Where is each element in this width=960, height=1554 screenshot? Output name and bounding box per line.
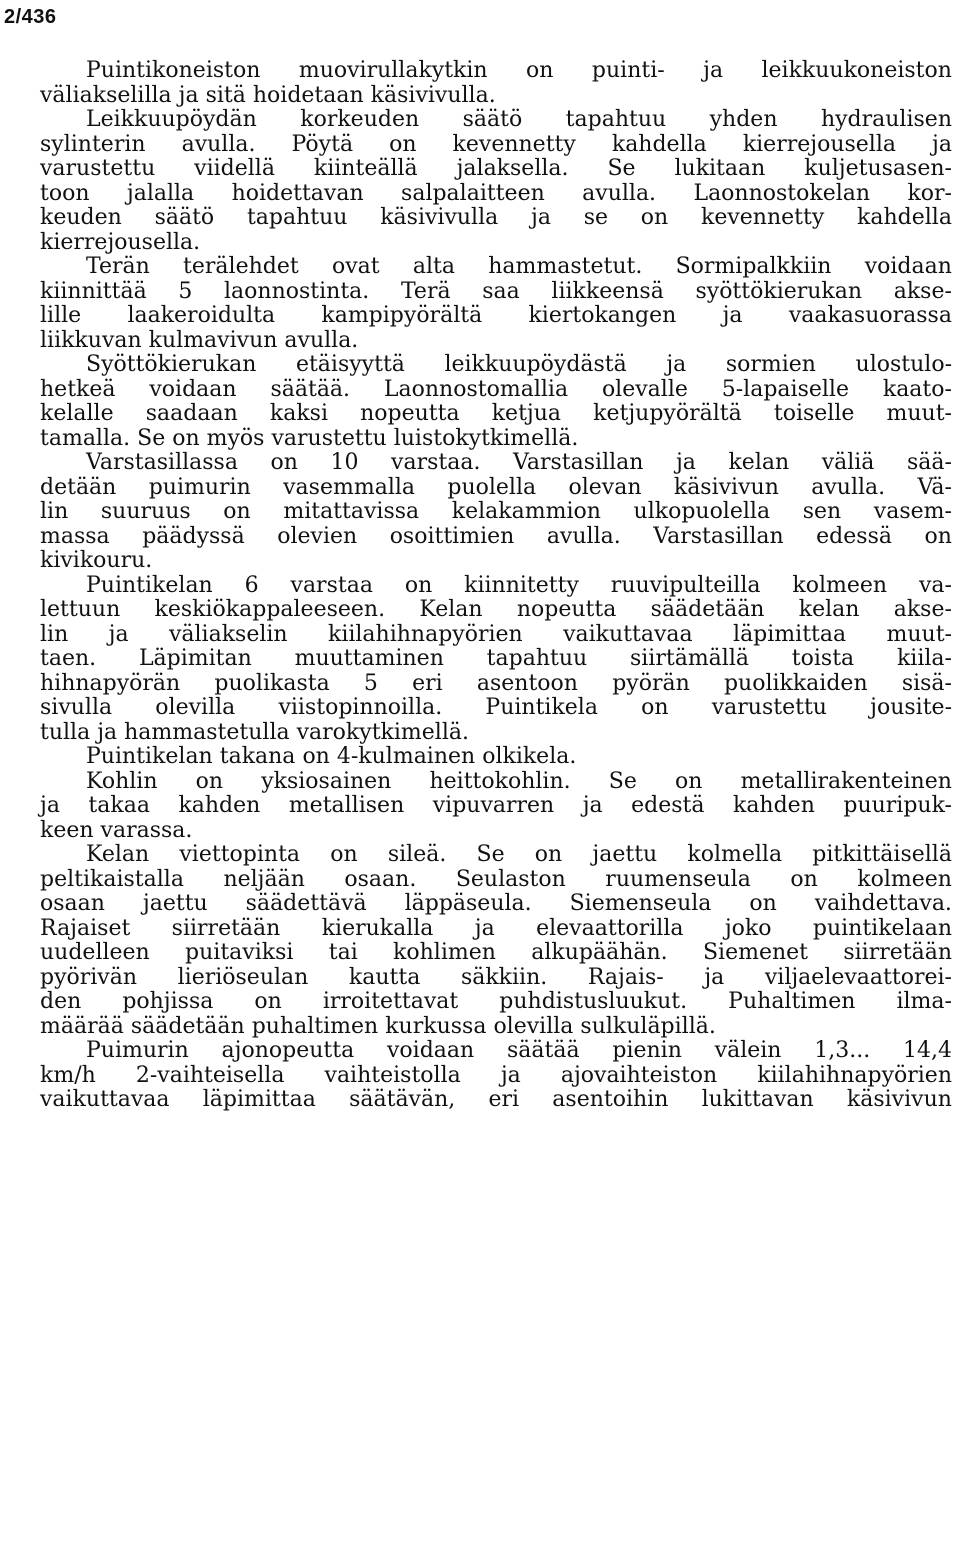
text-line: Puintikelan 6 varstaa on kiinnitetty ruuvipulteilla kolmeen va- [86, 572, 952, 598]
text-line: hetkeä voidaan säätää. Laonnostomallia olevalle 5-lapaiselle kaato- [40, 376, 952, 402]
text-line: Leikkuupöydän korkeuden säätö tapahtuu yhden hydraulisen [86, 107, 952, 132]
text-line: Puintikoneiston muovirullakytkin on puinti- ja leikkuukoneiston [86, 58, 952, 83]
text-line: sylinterin avulla. Pöytä on kevennetty kahdella kierrejousella ja [40, 131, 952, 157]
text-line: detään puimurin vasemmalla puolella olevan käsivivun avulla. Vä- [40, 474, 952, 500]
text-line: Puintikelan takana on 4-kulmainen olkikela. [86, 744, 577, 769]
text-line: den pohjissa on irroitettavat puhdistusluukut. Puhaltimen ilma- [40, 989, 952, 1014]
text-line: peltikaistalla neljään osaan. Seulaston ruumenseula on kolmeen [40, 866, 952, 892]
text-line: Kelan viettopinta on sileä. Se on jaettu kolmella pitkittäisellä [86, 842, 952, 867]
text-line: sivulla olevilla viistopinnoilla. Puintikela on varustettu jousite- [40, 695, 952, 720]
text-line: tulla ja hammastetulla varokytkimellä. [40, 719, 469, 745]
text-line: keen varassa. [40, 817, 193, 843]
text-line: massa päädyssä olevien osoittimien avulla. Varstasillan edessä on [40, 523, 952, 549]
text-line: lettuun keskiökappaleeseen. Kelan nopeutta säädetään kelan akse- [40, 597, 952, 622]
text-line: liikkuvan kulmavivun avulla. [40, 327, 359, 353]
text-line: varustettu viidellä kiinteällä jalaksella. Se lukitaan kuljetusasen- [40, 156, 952, 181]
text-line: Rajaiset siirretään kierukalla ja elevaattorilla joko puintikelaan [40, 915, 952, 941]
text-line: määrää säädetään puhaltimen kurkussa olevilla sulkuläpillä. [40, 1013, 716, 1039]
text-line: toon jalalla hoidettavan salpalaitteen avulla. Laonnostokelan kor- [40, 180, 952, 206]
text-line: vaikuttavaa läpimittaa säätävän, eri asentoihin lukittavan käsivivun [40, 1087, 952, 1112]
text-line: tamalla. Se on myös varustettu luistokytkimellä. [40, 425, 579, 451]
text-line: kiinnittää 5 laonnostinta. Terä saa liikkeensä syöttökierukan akse- [40, 278, 952, 304]
text-line: uudelleen puitaviksi tai kohlimen alkupäähän. Siemenet siirretään [40, 940, 952, 965]
text-line: keuden säätö tapahtuu käsivivulla ja se on kevennetty kahdella [40, 205, 952, 230]
text-line: väliakselilla ja sitä hoidetaan käsivivulla. [40, 82, 496, 108]
text-line: kelalle saadaan kaksi nopeutta ketjua ketjupyörältä toiselle muut- [40, 401, 952, 426]
text-line: Puimurin ajonopeutta voidaan säätää pienin välein 1,3... 14,4 [86, 1038, 952, 1063]
text-line: osaan jaettu säädettävä läppäseula. Siemenseula on vaihdettava. [40, 891, 952, 916]
text-line: pyörivän lieriöseulan kautta säkkiin. Rajais- ja viljaelevaattorei- [40, 964, 952, 990]
text-line: hihnapyörän puolikasta 5 eri asentoon pyörän puolikkaiden sisä- [40, 670, 952, 696]
text-line: Syöttökierukan etäisyyttä leikkuupöydästä ja sormien ulostulo- [86, 352, 952, 377]
text-line: km/h 2-vaihteisella vaihteistolla ja ajovaihteiston kiilahihnapyörien [40, 1062, 952, 1088]
text-line: kierrejousella. [40, 229, 201, 255]
text-line: lille laakeroidulta kampipyörältä kiertokangen ja vaakasuorassa [40, 303, 952, 328]
text-line: lin suuruus on mitattavissa kelakammion ulkopuolella sen vasem- [40, 499, 952, 524]
text-line: lin ja väliakselin kiilahihnapyörien vaikuttavaa läpimittaa muut- [40, 621, 952, 647]
text-line: ja takaa kahden metallisen vipuvarren ja edestä kahden puuripuk- [40, 793, 952, 818]
text-line: kivikouru. [40, 548, 153, 573]
page-number: 2/436 [4, 6, 57, 28]
body-text [40, 59, 952, 1113]
text-line: Kohlin on yksiosainen heittokohlin. Se on metallirakenteinen [86, 768, 952, 794]
text-line: Terän terälehdet ovat alta hammastetut. Sormipalkkiin voidaan [86, 254, 952, 279]
text-line: taen. Läpimitan muuttaminen tapahtuu siirtämällä toista kiila- [40, 646, 952, 671]
text-line: Varstasillassa on 10 varstaa. Varstasillan ja kelan väliä sää- [86, 450, 952, 475]
